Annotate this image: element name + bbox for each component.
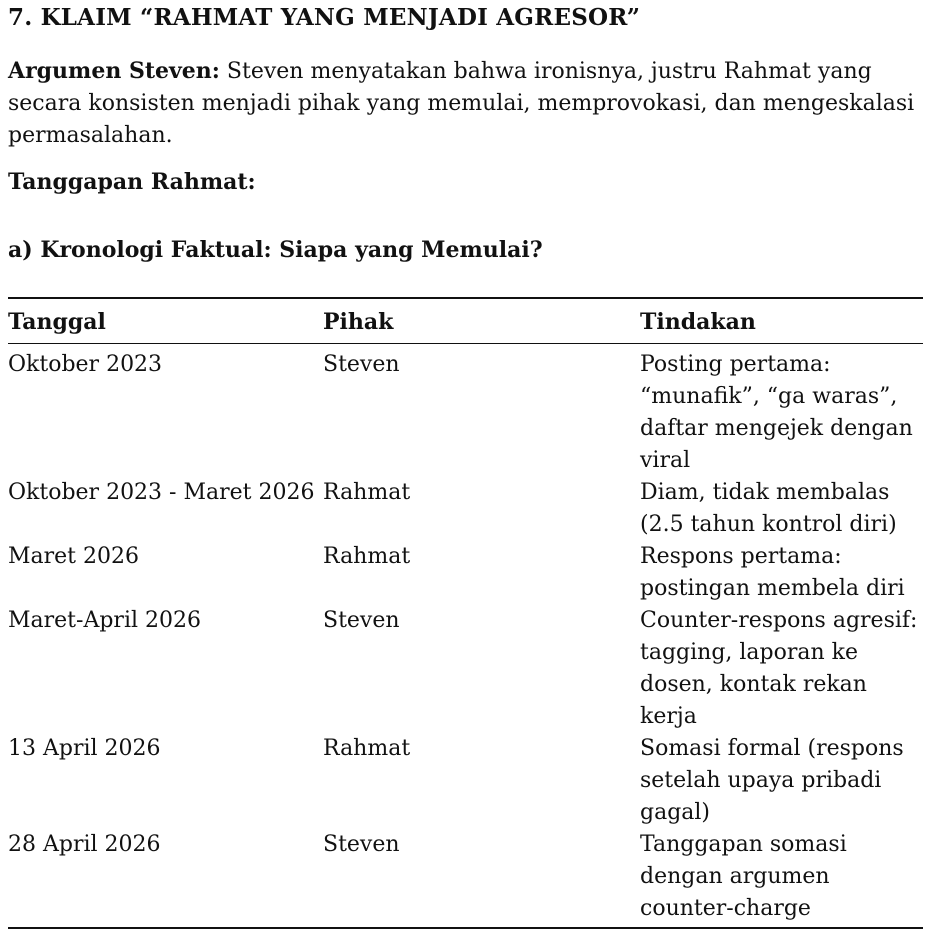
cell-action: Posting pertama: “munafik”, “ga waras”, daftar mengejek dengan viral [640,352,913,473]
table-row [8,605,923,733]
cell-action: Counter-respons agresif: tagging, laporan ke dosen, kontak rekan kerja [640,608,918,729]
cell-date: 13 April 2026 [8,736,161,761]
table-row [8,733,923,829]
chronology-table [8,297,923,929]
argument-label: Argumen Steven: [8,58,220,84]
cell-party: Steven [323,608,400,633]
cell-party: Steven [323,352,400,377]
cell-date: Maret-April 2026 [8,608,201,633]
chronology-subheading: a) Kronologi Faktual: Siapa yang Memulai? [8,237,543,263]
cell-party: Rahmat [323,736,411,761]
argument-text: Steven menyatakan bahwa ironisnya, justru Rahmat yang secara konsisten menjadi pihak yang memulai, memprovokasi, dan mengeskalasi permasalahan. [8,59,915,148]
section-heading: 7. KLAIM “RAHMAT YANG MENJADI AGRESOR” [8,4,641,31]
cell-action: Tanggapan somasi dengan argumen counter-charge [640,829,923,928]
header-date: Tanggal [8,298,323,344]
cell-action: Somasi formal (respons setelah upaya pribadi gagal) [640,736,904,825]
response-label: Tanggapan Rahmat: [8,169,256,195]
table-row [8,344,923,478]
table-header-row [8,298,923,344]
cell-date: Maret 2026 [8,544,140,569]
table-row [8,477,923,541]
cell-action: Respons pertama: postingan membela diri [640,544,905,601]
cell-party: Steven [323,829,640,928]
cell-date: 28 April 2026 [8,829,323,928]
cell-action: Diam, tidak membalas (2.5 tahun kontrol diri) [640,480,897,537]
cell-date: Oktober 2023 [8,352,163,377]
argument-paragraph [8,55,923,152]
cell-party: Rahmat [323,544,411,569]
table-row [8,829,923,928]
header-party: Pihak [323,298,640,344]
table-row [8,541,923,605]
cell-date: Oktober 2023 - Maret 2026 [8,480,315,505]
header-action: Tindakan [640,298,923,344]
cell-party: Rahmat [323,480,411,505]
